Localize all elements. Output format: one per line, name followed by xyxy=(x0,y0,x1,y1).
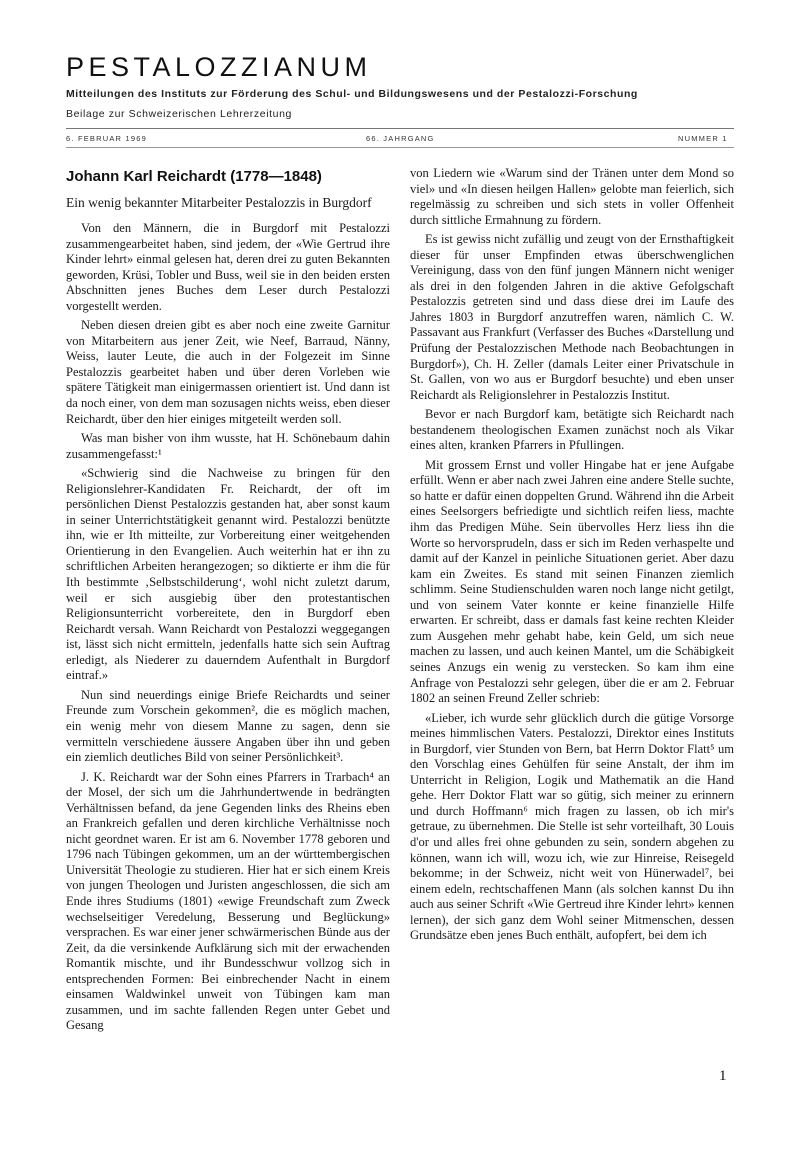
article-column-left xyxy=(66,168,390,1038)
article-paragraph: Bevor er nach Burgdorf kam, betätigte sich Reichardt nach bestandenem theologischen Examen zunächst noch als Vikar eines alten, kranken Pfarrers in Pfullingen. xyxy=(410,407,734,453)
masthead-supplement: Beilage zur Schweizerischen Lehrerzeitung xyxy=(66,108,292,120)
article-paragraph: Was man bisher von ihm wusste, hat H. Schönebaum dahin zusammengefasst:¹ xyxy=(66,431,390,461)
article-quote: «Schwierig sind die Nachweise zu bringen für den Religionslehrer-Kandidaten Fr. Reichardt, der oft im persönlichen Dienst Pestalozzis gestanden hat, aber sonst kaum in seiner Unterrichtstätigkeit genannt wird. Pestalozzi benützte ihn, wie er Ith mitteilte, zur Vorbereitung einer weitgehenden Orientierung in den Evangelien. Auch weiterhin hat er ihn zu schriftlichen Arbeiten herangezogen; so diktierte er ihm die für Ith bestimmte ‚Selbstschilderung‘, wohl nicht zuletzt darum, weil er sich ausgiebig über den protestantischen Religionsunterricht vorbereitete, den in Burgdorf eben Reichardt versah. Wann Reichardt von Pestalozzi weggegangen ist, lässt sich nicht ermitteln, jedenfalls hatte sich sein Auftrag erledigt, als Niederer zu dauerndem Aufenthalt in Burgdorf eintraf.» xyxy=(66,466,390,683)
article-title: Johann Karl Reichardt (1778—1848) xyxy=(66,168,322,185)
article-paragraph: Nun sind neuerdings einige Briefe Reichardts und seiner Freunde zum Vorschein gekommen², die es möglich machen, ein wenig mehr von diesem Manne zu sagen, denn sie vermitteln verschiedene äussere Angaben über ihn und geben ein ziemlich deutliches Bild von seiner Persönlichkeit³. xyxy=(66,687,390,765)
article-paragraph: Neben diesen dreien gibt es aber noch eine zweite Garnitur von Mitarbeitern aus jener Zeit, wie Neef, Barraud, Nänny, Weiss, lauter Leute, die auch in der Folgezeit im Sinne Pestalozzis gearbeitet haben und über deren Vorleben wie spätere Tätigkeit man einigermassen orientiert ist. Und dann ist da noch einer, von dem man sozusagen nichts weiss, eben dieser Reichardt, über den hier einiges mitgeteilt werden soll. xyxy=(66,318,390,426)
article-quote: «Lieber, ich wurde sehr glücklich durch die gütige Vorsorge meines himmlischen Vaters. Pestalozzi, Direktor eines Instituts in Burgdorf, vier Stunden von Bern, bat Herrn Doktor Flatt⁵ um den Vorschlag eines Gehülfen für seine Anstalt, der ihm im Unterricht in Religion, Logik und Mathematik an die Hand gehe. Herr Doktor Flatt war so gütig, sich meiner zu erinnern und durch Hoffmann⁶ mich fragen zu lassen, ob ich mir's getraue, zu übernehmen. Die Stelle ist sehr vorteilhaft, 30 Louis d'or und alles frei ohne gebunden zu sein, sondern abgehen zu können, wann ich will, wozu ich, wie zur Hinreise, Reisegeld bekomme; in der Schweiz, nicht weit von Hünerwadel⁷, bei einem edeln, rechtschaffenen Mann (als solchen kannst Du ihn auch aus seiner Schrift «Wie Gertreud ihre Kinder lehrt» kennen lernen), der sich ganz dem Wohl seiner Mitmenschen, dessen Grundsätze eben jenes Buch enthält, aufopfert, bei dem ich xyxy=(410,710,734,943)
article-paragraph: Mit grossem Ernst und voller Hingabe hat er jene Aufgabe erfüllt. Wenn er aber nach zwei Jahren eine andere Stelle suchte, so hatte er dafür einen doppelten Grund. Während ihn die Arbeit eines Seelsorgers befriedigte und sichtlich reifen liess, machte ihm das Predigen Mühe. Sein übervolles Herz liess ihn die Worte so hervorsprudeln, dass er sich im Reden verhaspelte und damit auf der Kanzel in peinliche Situationen geriet. Aber dazu kam ein Zweites. Es stand mit seinen Finanzen ziemlich schlimm. Seine Studienschulden waren noch lange nicht getilgt, und von seinem Vater konnte er keine finanzielle Hilfe erwarten. Er schreibt, dass er damals fast keine rechten Kleider zum Ausgehen mehr gehabt habe, kein Geld, um sich neue machen zu lassen, und auch keinen Mantel, um die Schäbigkeit seines Anzugs ein wenig zu verstecken. So kam ihm eine Anfrage von Pestalozzi sehr gelegen, über die er am 2. Februar 1802 an seinen Freund Zeller schrieb: xyxy=(410,457,734,706)
masthead-rule-bottom xyxy=(66,147,734,148)
article-paragraph: von Liedern wie «Warum sind der Tränen unter dem Mond so viel» und «In diesen heilgen Hallen» gelobte man feierlich, sich regelmässig zu schreiben und sich stets in voller Offenheit durch sittliche Ermahnung zu fördern. xyxy=(410,166,734,227)
masthead-title: PESTALOZZIANUM xyxy=(66,52,372,82)
issue-volume: 66. JAHRGANG xyxy=(366,134,435,143)
masthead-rule-top xyxy=(66,128,734,129)
masthead-subtitle: Mitteilungen des Instituts zur Förderung des Schul- und Bildungswesens und der Pestalozzi-Forschung xyxy=(66,88,638,100)
issue-date: 6. FEBRUAR 1969 xyxy=(66,134,147,143)
article-paragraph: Von den Männern, die in Burgdorf mit Pestalozzi zusammengearbeitet haben, sind jedem, der «Wie Gertrud ihre Kinder lehrt» einmal gelesen hat, deren drei zu guten Bekannten geworden, Krüsi, Tobler und Buss, weil sie in den beiden ersten Abschnitten jenes Buches dem Leser durch Pestalozzi vorgestellt werden. xyxy=(66,221,390,313)
article-column-right xyxy=(410,166,734,948)
article-paragraph: J. K. Reichardt war der Sohn eines Pfarrers in Trarbach⁴ an der Mosel, der sich um die Jahrhundertwende in bedrängten Verhältnissen befand, da jene Gegenden links des Rheins eben an Frankreich gefallen und deren kirchliche Verhältnisse noch nicht geordnet waren. Er ist am 6. November 1778 geboren und 1796 nach Tübingen gekommen, um an der württembergischen Universität Theologie zu studieren. Hier hat er sich einem Kreis von jungen Theologen und Juristen angeschlossen, die sich am Ende ihres Studiums (1801) «ewige Freundschaft zum Zweck wechselseitiger Veredelung, Besserung und Beglückung» versprachen. Es war einer jener schwärmerischen Bünde aus der Zeit, da die versinkende Aufklärung sich mit der erwachenden Romantik mischte, und ihr Bundesschwur vollzog sich in entsprechenden Formen: Bei einbrechender Nacht in einem einsamen Waldwinkel unweit von Tübingen kam man zusammen, und im sachte fallenden Regen unter Gebet und Gesang xyxy=(66,769,390,1033)
article-subtitle: Ein wenig bekannter Mitarbeiter Pestalozzis in Burgdorf xyxy=(66,195,372,210)
page-number: 1 xyxy=(719,1068,727,1084)
issue-number: NUMMER 1 xyxy=(678,134,728,143)
article-paragraph: Es ist gewiss nicht zufällig und zeugt von der Ernsthaftigkeit dieser für unser Empfinden etwas überschwenglichen Vereinigung, dass von den fünf jungen Männern nicht weniger als drei in den folgenden Jahren in die aktive Gefolgschaft Pestalozzis getreten sind und dass diese drei im Laufe des Jahres 1803 in Burgdorf anzutreffen waren, nämlich C. W. Passavant aus Frankfurt (Verfasser des Buches «Darstellung und Prüfung der Pestalozzischen Methode nach Beobachtungen in Burgdorf»), Ch. H. Zeller (damals Leiter einer Privatschule in St. Gallen, von wo aus er Burgdorf besuchte) und eben unser Reichardt als Religionslehrer in Pestalozzis Institut. xyxy=(410,232,734,402)
